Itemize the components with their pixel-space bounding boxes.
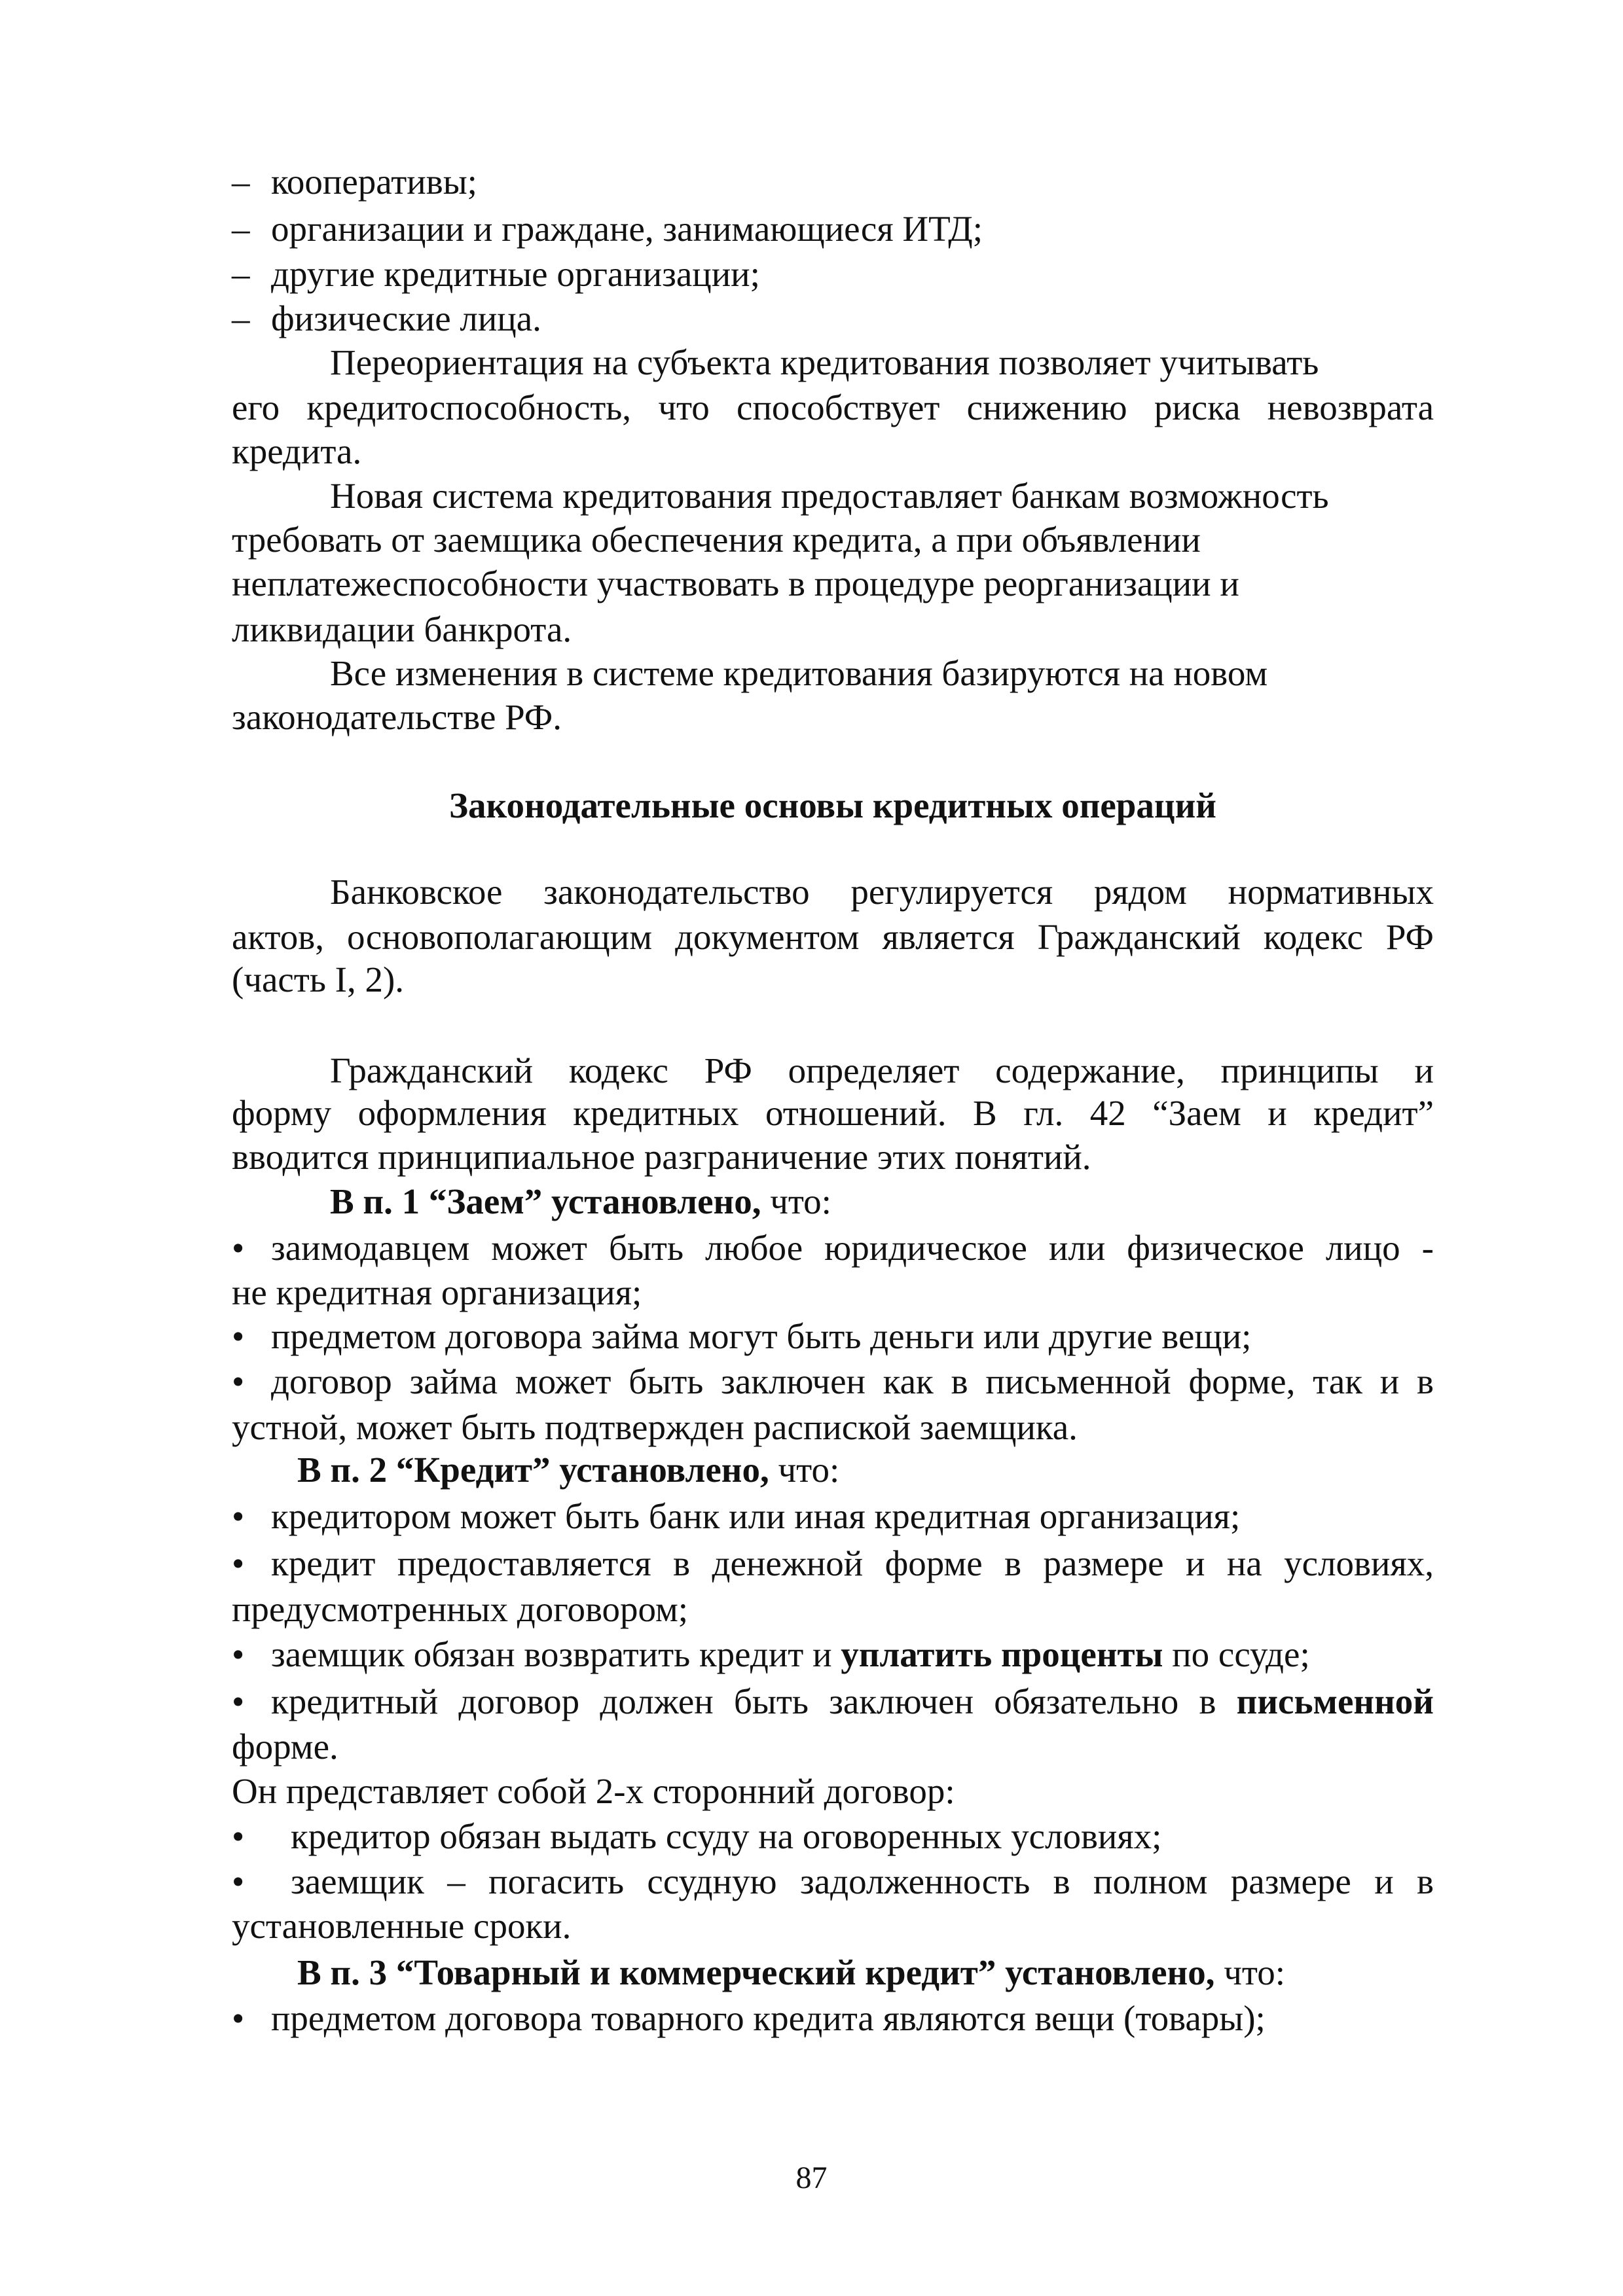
text-span: предметом договора товарного кредита являются вещи (товары);: [271, 1998, 1266, 2038]
text-line: [232, 870, 1434, 914]
text-span: кредитором может быть банк или иная кредитная организация;: [271, 1496, 1241, 1536]
text-line: [232, 1091, 1434, 1135]
text-line: [232, 207, 1434, 251]
text-span: организации и граждане, занимающиеся ИТД;: [271, 209, 983, 249]
text-span: законодательстве РФ.: [232, 697, 562, 737]
text-span: предусмотренных договором;: [232, 1589, 689, 1629]
text-span: кредитор обязан выдать ссуду на оговоренных условиях;: [291, 1816, 1162, 1856]
text-span: кооперативы;: [271, 162, 477, 202]
page-number: 87: [795, 2161, 828, 2195]
text-line: [232, 1859, 1434, 1903]
text-line: [232, 607, 1434, 651]
text-span: кредитный договор должен быть заключен обязательно в: [271, 1681, 1237, 1721]
dash-marker: –: [232, 162, 250, 202]
text-line: [232, 1632, 1434, 1676]
text-line: [232, 252, 1434, 296]
bold-text: письменной: [1236, 1681, 1434, 1721]
text-span: договор займа может быть заключен как в письменной форме, так и в: [271, 1361, 1434, 1401]
text-line: [232, 1814, 1434, 1858]
text-line: [232, 160, 1434, 204]
text-span: заимодавцем может быть любое юридическое или физическое лицо -: [271, 1228, 1434, 1268]
text-line: [232, 1587, 1434, 1631]
bold-text: уплатить проценты: [841, 1634, 1163, 1674]
text-span: что:: [769, 1450, 840, 1490]
text-span: актов, основополагающим документом является Гражданский кодекс РФ: [232, 917, 1434, 957]
bullet-icon: •: [232, 1228, 245, 1268]
text-span: что:: [761, 1181, 831, 1221]
bullet-icon: •: [232, 1316, 245, 1356]
dash-marker: –: [232, 254, 250, 294]
text-span: требовать от заемщика обеспечения кредита, а при объявлении: [232, 520, 1201, 560]
text-span: вводится принципиальное разграничение этих понятий.: [232, 1137, 1091, 1177]
text-line: [232, 1179, 1434, 1223]
text-span: устной, может быть подтвержден распиской заемщика.: [232, 1407, 1078, 1447]
text-line: [232, 429, 1434, 473]
text-line: [232, 474, 1434, 518]
text-line: [232, 1270, 1434, 1314]
text-line: [232, 1950, 1434, 1994]
text-span: заемщик обязан возвратить кредит и: [271, 1634, 841, 1674]
text-line: [232, 518, 1434, 562]
bullet-icon: •: [232, 1361, 245, 1401]
text-span: Переориентация на субъекта кредитования позволяет учитывать: [330, 342, 1319, 382]
text-line: [232, 1448, 1434, 1492]
text-span: не кредитная организация;: [232, 1272, 642, 1312]
bold-text: В п. 1 “Заем” установлено,: [330, 1181, 761, 1221]
text-span: Он представляет собой 2-х сторонний договор:: [232, 1771, 955, 1811]
text-line: [232, 1904, 1434, 1948]
section-heading: [232, 783, 1434, 827]
text-span: заемщик – погасить ссудную задолженность в полном размере и в: [291, 1861, 1434, 1901]
bullet-icon: •: [232, 1496, 245, 1536]
text-span: другие кредитные организации;: [271, 254, 760, 294]
text-line: [232, 1725, 1434, 1768]
text-span: что:: [1214, 1952, 1285, 1992]
text-span: его кредитоспособность, что способствует снижению риска невозврата: [232, 387, 1434, 427]
text-span: Все изменения в системе кредитования базируются на новом: [330, 653, 1268, 693]
text-line: [232, 1679, 1434, 1723]
text-line: [232, 695, 1434, 739]
text-span: неплатежеспособности участвовать в процедуре реорганизации и: [232, 564, 1239, 603]
bold-text: Законодательные основы кредитных операций: [449, 785, 1216, 825]
text-line: [232, 562, 1434, 605]
text-line: [232, 1405, 1434, 1449]
text-line: [232, 651, 1434, 695]
text-span: установленные сроки.: [232, 1906, 572, 1946]
text-span: по ссуде;: [1163, 1634, 1310, 1674]
text-line: [232, 1135, 1434, 1179]
text-line: [232, 1049, 1434, 1092]
bullet-icon: •: [232, 1861, 245, 1901]
text-line: [232, 1769, 1434, 1813]
bullet-icon: •: [232, 1998, 245, 2038]
text-span: форму оформления кредитных отношений. В гл. 42 “Заем и кредит”: [232, 1093, 1434, 1133]
dash-marker: –: [232, 209, 250, 249]
text-line: [232, 1359, 1434, 1403]
text-line: [232, 958, 1434, 1001]
text-span: ликвидации банкрота.: [232, 609, 572, 649]
bullet-icon: •: [232, 1816, 245, 1856]
text-line: [232, 340, 1434, 384]
text-span: предметом договора займа могут быть деньги или другие вещи;: [271, 1316, 1252, 1356]
bold-text: В п. 3 “Товарный и коммерческий кредит” установлено,: [297, 1952, 1215, 1992]
text-span: форме.: [232, 1727, 338, 1767]
text-line: [232, 1314, 1434, 1358]
bold-text: В п. 2 “Кредит” установлено,: [297, 1450, 769, 1490]
text-span: Новая система кредитования предоставляет банкам возможность: [330, 476, 1329, 516]
text-line: [232, 1226, 1434, 1270]
bullet-icon: •: [232, 1634, 245, 1674]
text-span: кредит предоставляется в денежной форме в размере и на условиях,: [271, 1543, 1434, 1583]
text-span: Банковское законодательство регулируется рядом нормативных: [330, 872, 1434, 912]
text-span: физические лица.: [271, 298, 541, 338]
text-line: [232, 296, 1434, 340]
text-line: [232, 1494, 1434, 1538]
text-line: [232, 1541, 1434, 1585]
bullet-icon: •: [232, 1543, 245, 1583]
text-line: [232, 386, 1434, 429]
text-span: Гражданский кодекс РФ определяет содержание, принципы и: [330, 1050, 1434, 1090]
text-span: (часть I, 2).: [232, 960, 405, 999]
text-span: кредита.: [232, 431, 362, 471]
bullet-icon: •: [232, 1681, 245, 1721]
dash-marker: –: [232, 298, 250, 338]
text-line: [232, 915, 1434, 959]
text-line: [232, 1996, 1434, 2040]
